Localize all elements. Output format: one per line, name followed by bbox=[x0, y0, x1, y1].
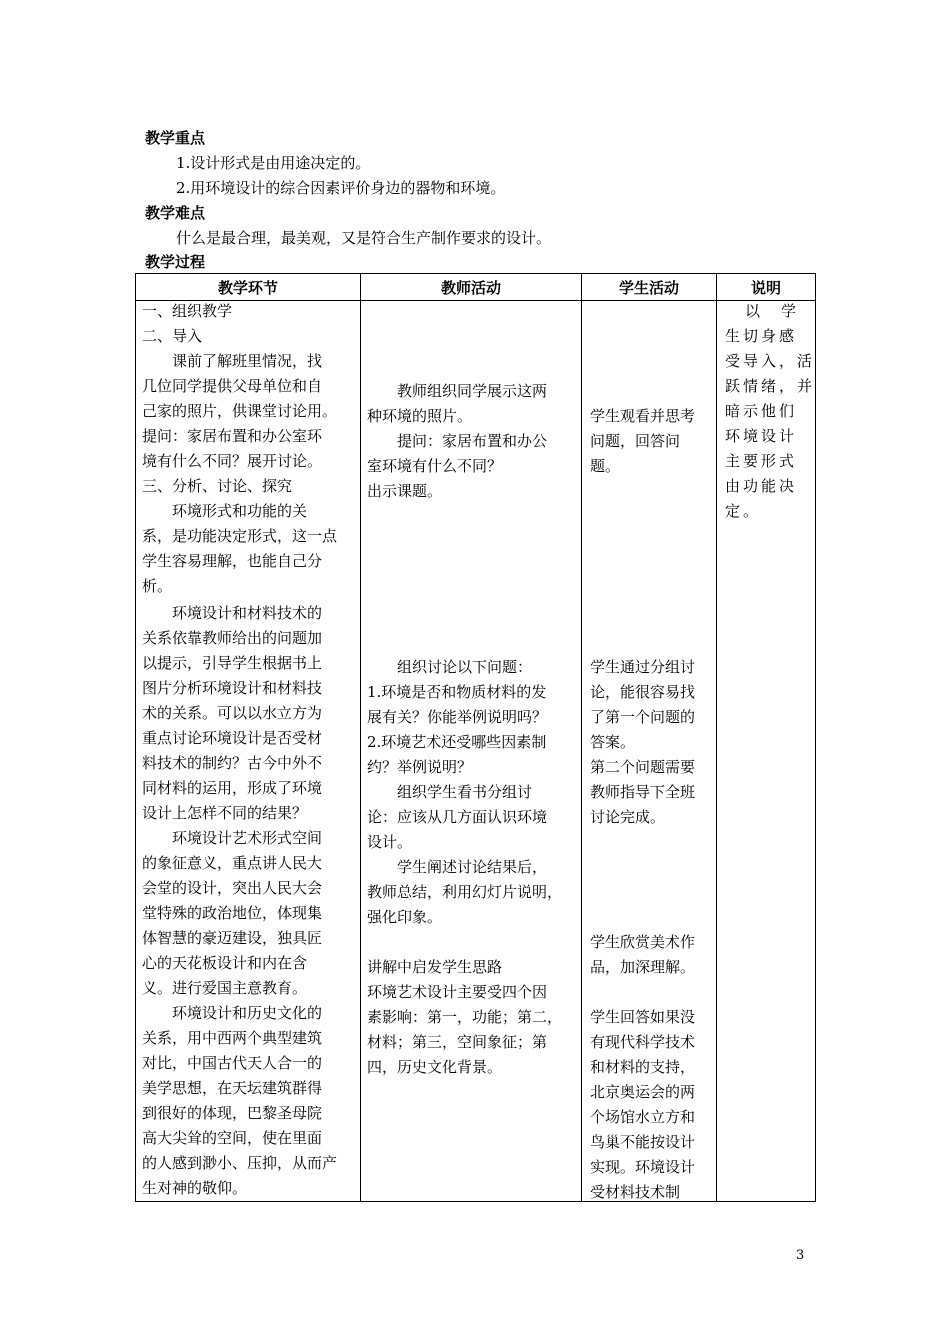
student-line: 和材料的支持， bbox=[590, 1058, 696, 1076]
teacher-line: 设计。 bbox=[367, 833, 413, 851]
student-line: 鸟巢不能按设计 bbox=[590, 1133, 696, 1151]
stage-line: 环境设计艺术形式空间 bbox=[172, 829, 323, 847]
stage-line: 系，是功能决定形式，这一点 bbox=[142, 527, 338, 545]
teacher-line: 教师总结，利用幻灯片说明， bbox=[367, 883, 563, 901]
stage-line: 料技术的制约？古今中外不 bbox=[142, 754, 323, 772]
stage-line: 的人感到渺小、压抑，从而产 bbox=[142, 1154, 338, 1172]
difficulty-text: 什么是最合理，最美观，又是符合生产制作要求的设计。 bbox=[176, 229, 552, 247]
stage-line: 环境设计和历史文化的 bbox=[172, 1004, 323, 1022]
student-line: 学生观看并思考 bbox=[590, 407, 696, 425]
process-heading: 教学过程 bbox=[145, 253, 206, 271]
table-header-row bbox=[136, 274, 816, 301]
student-line: 答案。 bbox=[590, 733, 636, 751]
key-point-1: 1.设计形式是由用途决定的。 bbox=[176, 154, 371, 172]
note-line: 暗示他们 bbox=[725, 402, 798, 420]
stage-line: 到很好的体现，巴黎圣母院 bbox=[142, 1104, 323, 1122]
stage-line: 术的关系。可以以水立方为 bbox=[142, 704, 323, 722]
note-line: 生切身感 bbox=[725, 327, 798, 345]
student-line: 学生通过分组讨 bbox=[590, 658, 696, 676]
student-line: 实现。环境设计 bbox=[590, 1158, 696, 1176]
student-line: 学生欣赏美术作 bbox=[590, 933, 696, 951]
stage-line: 析。 bbox=[142, 577, 173, 595]
stage-line: 高大尖耸的空间，使在里面 bbox=[142, 1129, 323, 1147]
stage-line: 课前了解班里情况，找 bbox=[172, 352, 323, 370]
table-row bbox=[136, 301, 816, 1202]
stage-line: 二、导入 bbox=[142, 327, 203, 345]
note-line: 主要形式 bbox=[725, 452, 798, 470]
teacher-line: 论：应该从几方面认识环境 bbox=[367, 808, 548, 826]
stage-line: 的象征意义，重点讲人民大 bbox=[142, 854, 323, 872]
student-line: 有现代科学技术 bbox=[590, 1033, 696, 1051]
teacher-line: 素影响：第一，功能；第二， bbox=[367, 1008, 563, 1026]
teacher-line: 材料；第三，空间象征；第 bbox=[367, 1033, 548, 1051]
stage-line: 堂特殊的政治地位，体现集 bbox=[142, 904, 323, 922]
teacher-line: 提问：家居布置和办公 bbox=[397, 432, 548, 450]
teacher-line: 约？举例说明？ bbox=[367, 758, 473, 776]
stage-cell bbox=[136, 301, 360, 1201]
stage-line: 一、组织教学 bbox=[142, 302, 233, 320]
student-line: 问题，回答问 bbox=[590, 432, 681, 450]
stage-line: 心的天花板设计和内在含 bbox=[142, 954, 308, 972]
student-line: 品，加深理解。 bbox=[590, 958, 696, 976]
stage-line: 提问：家居布置和办公室环 bbox=[142, 427, 323, 445]
header-note: 说明 bbox=[717, 274, 816, 301]
header-stage: 教学环节 bbox=[136, 274, 361, 301]
header-teacher: 教师活动 bbox=[361, 274, 582, 301]
student-line: 教师指导下全班 bbox=[590, 783, 696, 801]
student-line: 论，能很容易找 bbox=[590, 683, 696, 701]
stage-line: 义。进行爱国主意教育。 bbox=[142, 979, 308, 997]
teacher-line: 学生阐述讨论结果后， bbox=[397, 858, 548, 876]
student-line: 北京奥运会的两 bbox=[590, 1083, 696, 1101]
teacher-line: 组织讨论以下问题： bbox=[397, 658, 533, 676]
teacher-line: 2.环境艺术还受哪些因素制 bbox=[367, 733, 547, 751]
teacher-line: 强化印象。 bbox=[367, 908, 443, 926]
teacher-line: 教师组织同学展示这两 bbox=[397, 382, 548, 400]
student-line: 了第一个问题的 bbox=[590, 708, 696, 726]
teacher-line: 1.环境是否和物质材料的发 bbox=[367, 683, 547, 701]
key-points-heading: 教学重点 bbox=[145, 129, 206, 147]
stage-line: 关系依靠教师给出的问题加 bbox=[142, 629, 323, 647]
teacher-line: 讲解中启发学生思路 bbox=[367, 958, 503, 976]
student-line: 第二个问题需要 bbox=[590, 758, 696, 776]
student-line: 学生回答如果没 bbox=[590, 1008, 696, 1026]
stage-line: 会堂的设计，突出人民大会 bbox=[142, 879, 323, 897]
teacher-line: 出示课题。 bbox=[367, 482, 443, 500]
student-line: 受材料技术制 bbox=[590, 1183, 681, 1201]
note-line: 环境设计 bbox=[725, 427, 798, 445]
note-line: 由功能决 bbox=[725, 477, 798, 495]
difficulty-heading: 教学难点 bbox=[145, 204, 206, 222]
teacher-line: 展有关？你能举例说明吗？ bbox=[367, 708, 548, 726]
header-student: 学生活动 bbox=[582, 274, 717, 301]
page-number: 3 bbox=[796, 1248, 805, 1263]
stage-line: 环境设计和材料技术的 bbox=[172, 604, 323, 622]
teacher-cell bbox=[361, 301, 581, 1201]
stage-line: 关系，用中西两个典型建筑 bbox=[142, 1029, 323, 1047]
student-line: 题。 bbox=[590, 457, 621, 475]
stage-line: 体智慧的豪迈建设，独具匠 bbox=[142, 929, 323, 947]
stage-line: 重点讨论环境设计是否受材 bbox=[142, 729, 323, 747]
stage-line: 美学思想，在天坛建筑群得 bbox=[142, 1079, 323, 1097]
stage-line: 己家的照片，供课堂讨论用。 bbox=[142, 402, 338, 420]
teacher-line: 种环境的照片。 bbox=[367, 407, 473, 425]
key-point-2: 2.用环境设计的综合因素评价身边的器物和环境。 bbox=[176, 179, 506, 197]
stage-line: 对比，中国古代天人合一的 bbox=[142, 1054, 323, 1072]
student-cell bbox=[582, 301, 716, 1201]
note-line: 跃情绪，并 bbox=[725, 377, 816, 395]
teacher-line: 室环境有什么不同？ bbox=[367, 457, 503, 475]
teacher-line: 组织学生看书分组讨 bbox=[397, 783, 533, 801]
student-line: 个场馆水立方和 bbox=[590, 1108, 696, 1126]
stage-line: 境有什么不同？展开讨论。 bbox=[142, 452, 323, 470]
stage-line: 三、分析、讨论、探究 bbox=[142, 477, 293, 495]
note-cell bbox=[717, 301, 815, 1201]
stage-line: 学生容易理解，也能自己分 bbox=[142, 552, 323, 570]
teacher-line: 环境艺术设计主要受四个因 bbox=[367, 983, 548, 1001]
process-table bbox=[135, 273, 816, 1202]
stage-line: 以提示，引导学生根据书上 bbox=[142, 654, 323, 672]
stage-line: 图片分析环境设计和材料技 bbox=[142, 679, 323, 697]
note-line: 定。 bbox=[725, 502, 762, 520]
stage-line: 生对神的敬仰。 bbox=[142, 1179, 248, 1197]
stage-line: 设计上怎样不同的结果？ bbox=[142, 804, 308, 822]
student-line: 讨论完成。 bbox=[590, 808, 666, 826]
note-line: 受导入，活 bbox=[725, 352, 816, 370]
stage-line: 几位同学提供父母单位和自 bbox=[142, 377, 323, 395]
stage-line: 同材料的运用，形成了环境 bbox=[142, 779, 323, 797]
note-line: 以 学 bbox=[745, 302, 800, 320]
teacher-line: 四，历史文化背景。 bbox=[367, 1058, 503, 1076]
stage-line: 环境形式和功能的关 bbox=[172, 502, 308, 520]
